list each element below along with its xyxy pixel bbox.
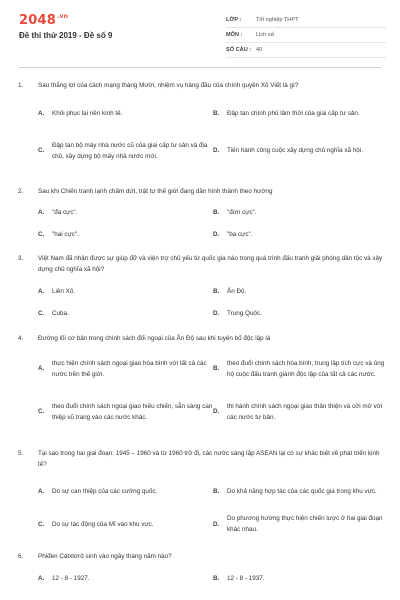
answer-option-c[interactable] (38, 134, 213, 167)
answer-option-b[interactable] (213, 352, 388, 385)
option-letter: B. (213, 109, 220, 117)
answer-option-d[interactable] (213, 229, 388, 240)
question-number: 1. (18, 82, 24, 89)
option-letter: D. (213, 408, 220, 415)
question-text: Sau khi Chiến tranh lạnh chấm dứt, trật tự thế giới đang dần hình thành theo hướng (38, 188, 273, 195)
answer-option-a[interactable] (38, 573, 213, 584)
option-letter: B. (213, 575, 220, 582)
answer-option-d[interactable] (213, 308, 388, 319)
option-text: theo đuổi chính sách ngoại giao hiếu chiến, sẵn sàng can thiệp vũ trang vào các nước khác. (52, 402, 213, 421)
header-divider (19, 67, 381, 68)
meta-value: Tốt nghiệp THPT (256, 17, 299, 23)
option-letter: D. (213, 147, 220, 154)
question-text: Phiđen Cátxtơrô sinh vào ngày tháng năm nào? (38, 553, 172, 560)
exam-title: Đề thi thử 2019 - Đề số 9 (19, 31, 113, 40)
option-text: Ấn Độ. (227, 288, 247, 295)
option-text: Do sự tác động của Mĩ vào khu vực. (52, 520, 154, 528)
option-text: 12 - 8 - 1927. (52, 575, 90, 582)
exam-meta-table (226, 13, 386, 58)
option-text: Do sự can thiệp của các cường quốc. (52, 487, 158, 495)
question-number: 2. (18, 188, 24, 195)
question-text: Đường lối cơ bản trong chính sách đối ngoại của Ấn Độ sau khi tuyên bố độc lập là (38, 335, 271, 342)
option-text: "đa cực". (52, 209, 78, 216)
option-letter: D. (213, 231, 220, 238)
question-1 (18, 80, 388, 167)
option-text: thi hành chính sách ngoại giao thân thiện và cởi mở với các nước tư bản. (227, 402, 383, 421)
question-2 (18, 186, 388, 240)
option-text: Do khả năng hợp tác của các quốc gia trong khu vực. (227, 487, 377, 495)
option-text: "ba cực". (227, 231, 253, 238)
option-text: Khôi phục lại nền kinh tế. (52, 109, 123, 117)
question-4 (18, 333, 388, 428)
question-6 (18, 551, 388, 584)
question-text: Việt Nam đã nhận được sự giúp đỡ và viện trợ chủ yếu từ quốc gia nào trong quá trình đấu tranh giải phóng dân tộc và xây dựng chủ nghĩa xã hội? (38, 255, 383, 273)
option-text: 12 - 8 - 1937. (227, 575, 265, 582)
option-text: thực hiện chính sách ngoại giao hòa bình với tất cả các nước trên thế giới. (52, 359, 207, 378)
option-letter: A. (38, 365, 45, 372)
option-letter: A. (38, 209, 45, 216)
brand-logo[interactable] (19, 13, 68, 28)
option-letter: D. (213, 520, 220, 528)
option-text: "hai cực". (52, 231, 79, 238)
answer-option-b[interactable] (213, 207, 388, 218)
option-letter: B. (213, 209, 220, 216)
brand-suffix: .vn (56, 13, 69, 20)
question-5 (18, 448, 388, 535)
option-letter: C. (38, 310, 45, 317)
option-letter: A. (38, 109, 45, 117)
option-text: Liên Xô. (52, 288, 76, 295)
option-text: Đập tan bộ máy nhà nước cũ của giai cấp tư sản và địa chủ, xây dựng bộ máy nhà nước mới. (52, 141, 208, 160)
option-text: Do phương hướng thực hiện chiến lược ở hai giai đoạn khác nhau. (227, 515, 383, 533)
meta-row-question-count (226, 43, 386, 58)
option-letter: B. (213, 288, 220, 295)
meta-key: LỚP : (226, 17, 242, 23)
option-letter: C. (38, 408, 45, 415)
brand-name: 2048 (19, 13, 56, 28)
header (0, 0, 400, 62)
meta-key: MÔN : (226, 32, 243, 38)
meta-value: 40 (256, 47, 263, 53)
option-letter: C. (38, 231, 45, 238)
question-3 (18, 253, 388, 319)
option-letter: A. (38, 575, 45, 582)
meta-value: Lịch sử (256, 32, 275, 38)
answer-option-c[interactable] (38, 395, 213, 428)
option-text: "đơn cực". (227, 209, 257, 216)
option-letter: B. (213, 365, 220, 372)
answer-option-d[interactable] (213, 395, 388, 428)
answer-option-a[interactable] (38, 102, 213, 124)
option-letter: D. (213, 310, 220, 317)
option-letter: A. (38, 487, 45, 495)
question-number: 5. (18, 450, 24, 457)
question-number: 4. (18, 335, 24, 342)
option-letter: C. (38, 147, 45, 154)
meta-key: SỐ CÂU : (226, 47, 252, 53)
answer-option-b[interactable] (213, 573, 388, 584)
option-text: Tiến hành công cuộc xây dựng chủ nghĩa xã hội. (227, 147, 363, 154)
answer-option-c[interactable] (38, 513, 213, 535)
answer-option-a[interactable] (38, 352, 213, 385)
answer-option-a[interactable] (38, 480, 213, 502)
option-letter: B. (213, 487, 220, 495)
meta-row-subject (226, 28, 386, 43)
answer-option-a[interactable] (38, 207, 213, 218)
option-text: Đập tan chính phủ lâm thời của giai cấp tư sản. (227, 109, 360, 117)
question-text: Sau thắng lợi của cách mạng tháng Mười, nhiệm vụ hàng đầu của chính quyền Xô Viết là gì? (38, 82, 299, 89)
meta-row-class (226, 13, 386, 28)
option-letter: C. (38, 520, 45, 528)
answer-option-c[interactable] (38, 229, 213, 240)
answer-option-c[interactable] (38, 308, 213, 319)
answer-option-b[interactable] (213, 102, 388, 124)
answer-option-d[interactable] (213, 134, 388, 167)
question-text: Tại sao trong hai giai đoạn: 1945 – 1960 và từ 1960 trở đi, các nước sáng lập ASEAN lại có sự khác biệt về phát triển kinh tế? (38, 450, 380, 468)
option-letter: A. (38, 288, 45, 295)
question-number: 6. (18, 553, 24, 560)
answer-option-a[interactable] (38, 286, 213, 297)
option-text: Cuba. (52, 310, 69, 317)
question-number: 3. (18, 255, 24, 262)
option-text: Trung Quốc. (227, 310, 262, 317)
option-text: theo đuổi chính sách hòa bình, trung lập tích cực và ủng hộ cuộc đấu tranh giành độc lập của tất cả các nước. (227, 359, 385, 378)
answer-option-d[interactable] (213, 513, 388, 535)
answer-option-b[interactable] (213, 480, 388, 502)
answer-option-b[interactable] (213, 286, 388, 297)
